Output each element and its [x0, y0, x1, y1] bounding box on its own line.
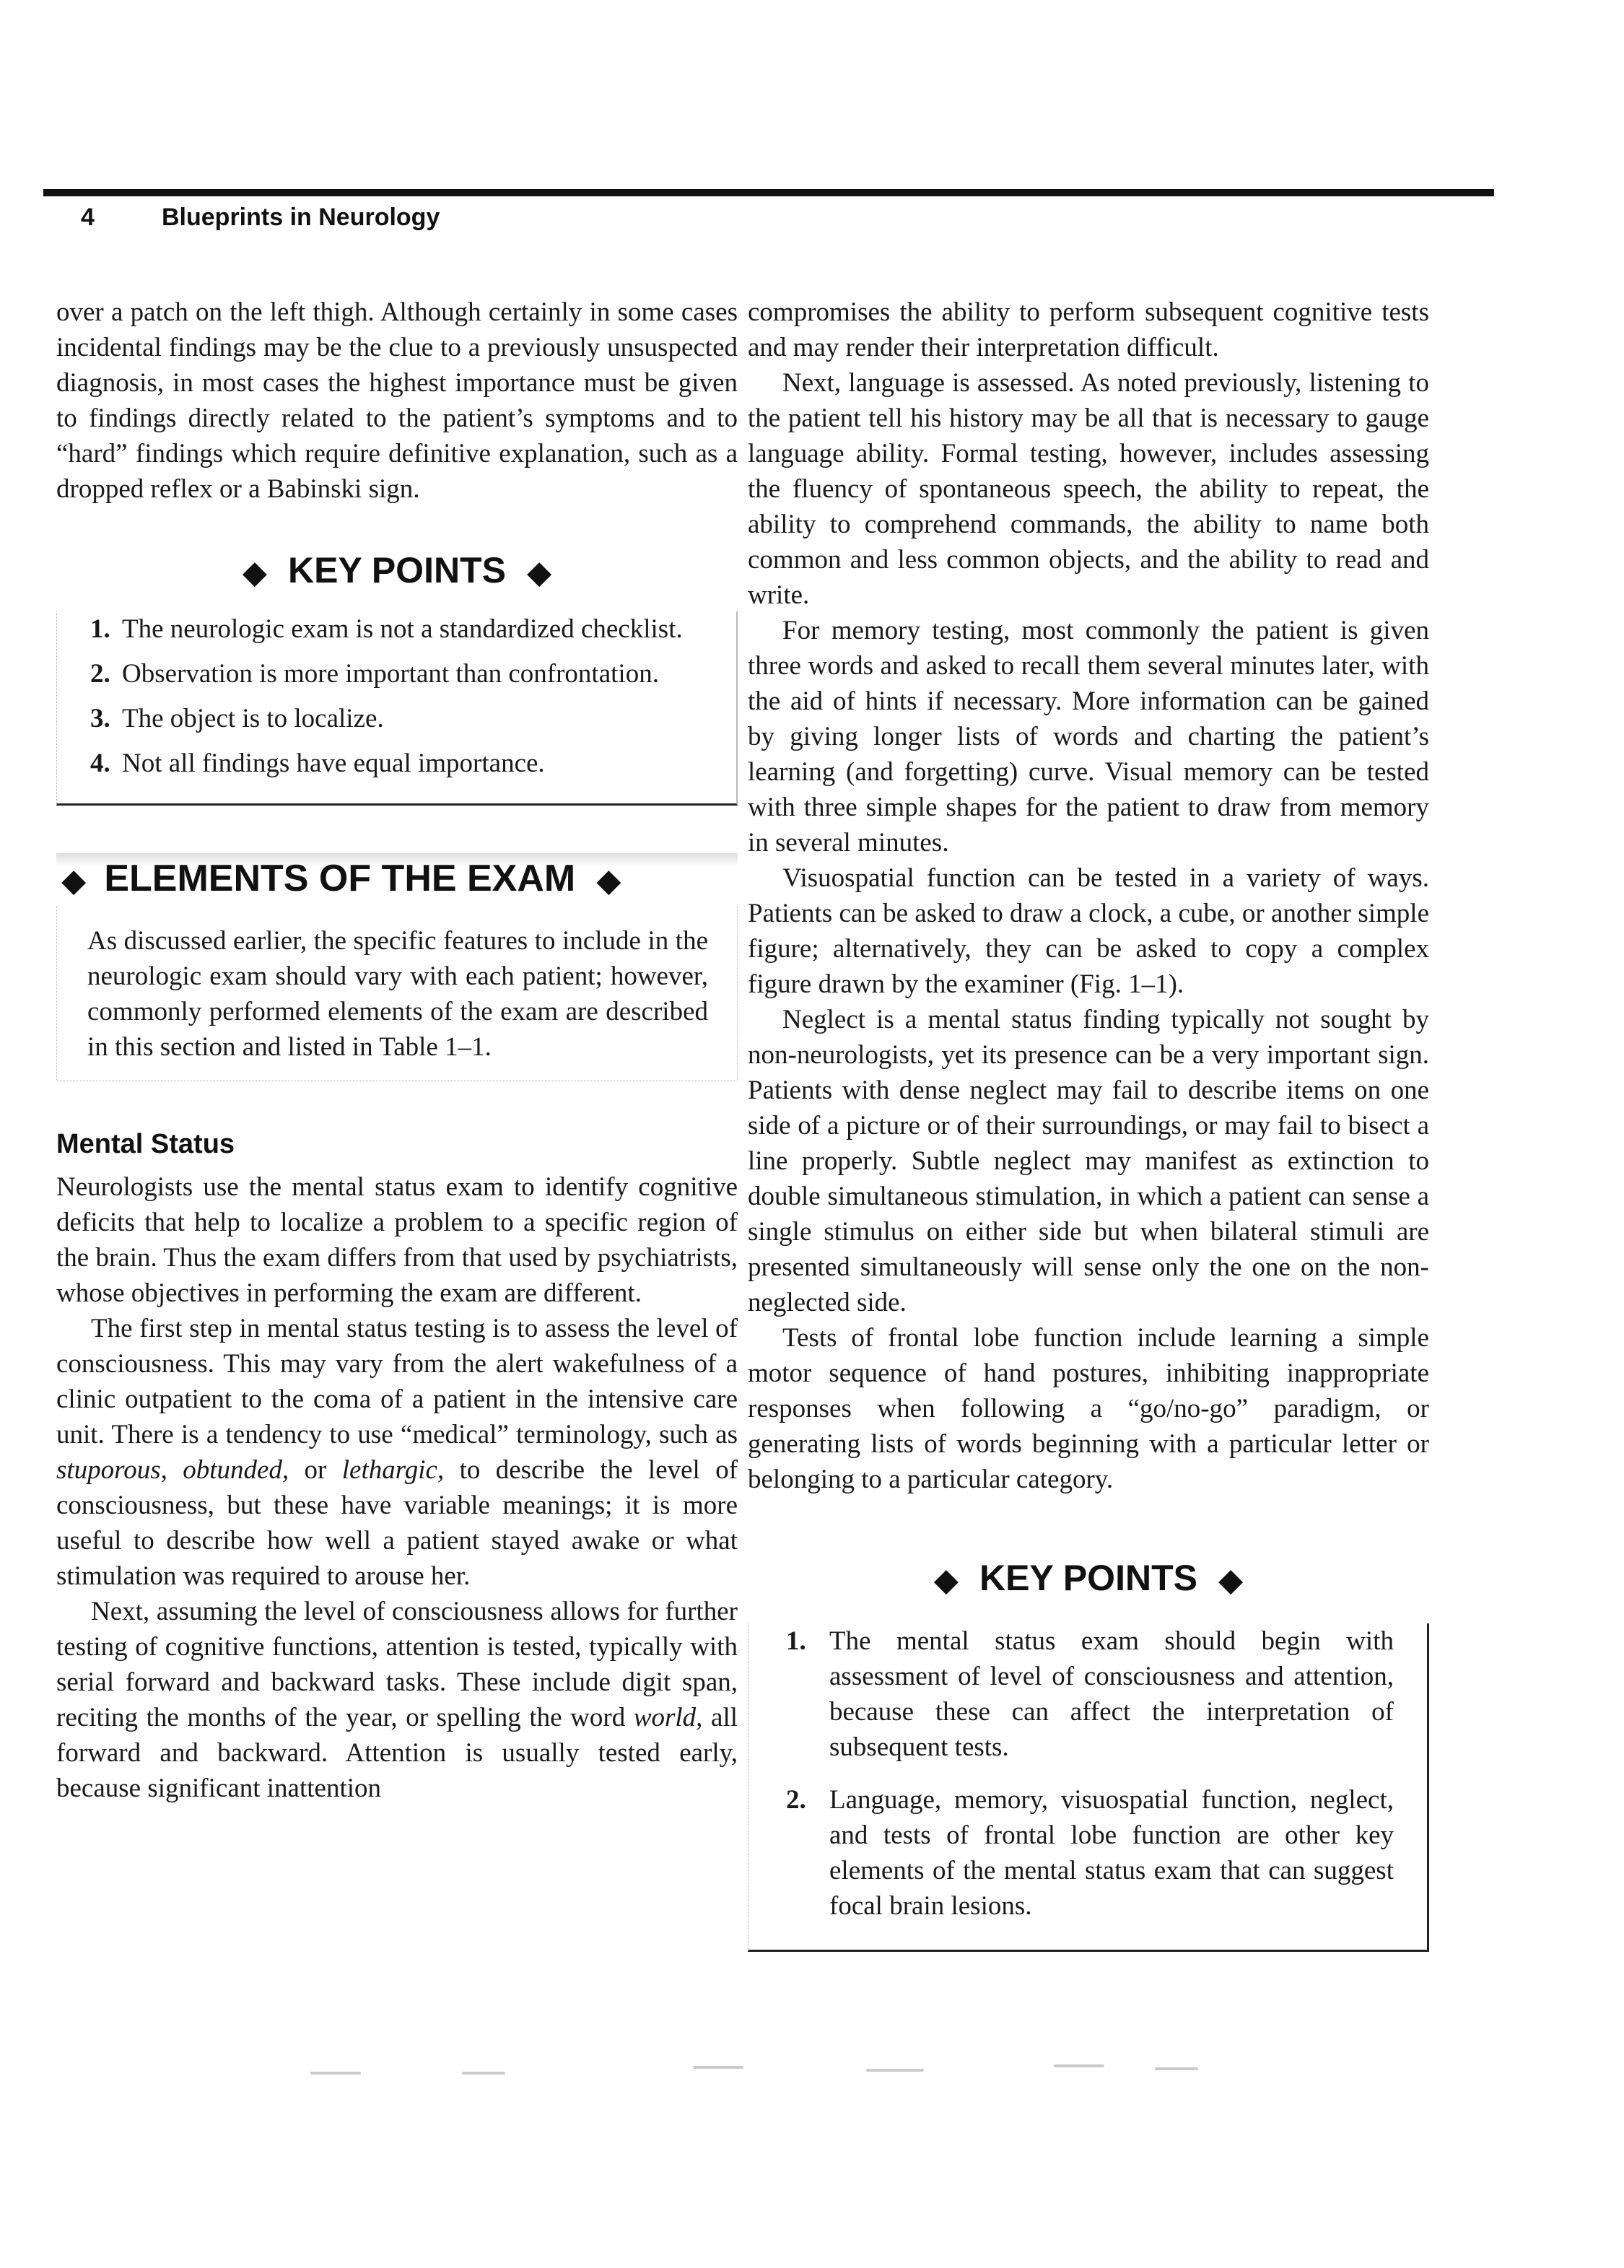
- key-points-list-1: [57, 611, 736, 781]
- key-point-item: [748, 1782, 1427, 1924]
- intro-paragraph: over a patch on the left thigh. Although certainly in some cases incidental findings may be the clue to a previously unsuspected diagnosis, in most cases the highest importance must be given to findings directly related to the patient’s symptoms and to “hard” findings which require definitive explanation, such as a dropped reflex or a Babinski sign.: [56, 297, 738, 504]
- key-points-list-2: [748, 1623, 1427, 1924]
- key-points-label: KEY POINTS: [288, 550, 506, 590]
- scan-artifact: [462, 2072, 505, 2075]
- scan-artifact: [310, 2072, 361, 2075]
- key-points-label: KEY POINTS: [979, 1558, 1197, 1598]
- key-point-number: 2.: [90, 659, 110, 689]
- page-number: 4: [81, 204, 95, 231]
- scan-artifact: [693, 2066, 743, 2069]
- key-points-frame-1: [56, 611, 738, 806]
- diamond-icon: ◆: [1218, 1563, 1243, 1597]
- neglect-paragraph: Neglect is a mental status finding typically not sought by non-neurologists, yet its presence can be a very important sign. Patients with dense neglect may fail to describe items on one side of a picture or of their surroundings, or may fail to bisect a line properly. Subtle neglect may manifest as extinction to double simultaneous stimulation, in which a patient can sense a single stimulus on either side but when bilateral stimuli are presented simultaneously will sense only the one on the non-neglected side.: [748, 1005, 1429, 1317]
- key-points-title-2: [748, 1556, 1429, 1602]
- key-point-text: The mental status exam should begin with assessment of level of consciousness and attention, because these can affect the interpretation of subsequent tests.: [829, 1626, 1394, 1762]
- italic-term: stuporous,: [56, 1455, 167, 1485]
- key-point-item: [57, 656, 736, 692]
- frontal-lobe-paragraph: Tests of frontal lobe function include learning a simple motor sequence of hand postures, inhibiting inappropriate responses when following a “go/no-go” paradigm, or generating lists of words beginning with a particular letter or belonging to a particular category.: [748, 1323, 1429, 1494]
- text-run: The first step in mental status testing is to assess the level of consciousness. This may vary from the alert wakefulness of a clinic outpatient to the coma of a patient in the intensive care unit. There is a tendency to use “medical” terminology, such as: [56, 1314, 738, 1449]
- key-point-item: [57, 746, 736, 781]
- italic-term: world,: [633, 1703, 703, 1732]
- key-point-text: The neurologic exam is not a standardized checklist.: [122, 614, 683, 644]
- key-point-item: [748, 1623, 1427, 1765]
- key-point-number: 2.: [786, 1785, 806, 1815]
- diamond-icon: ◆: [243, 555, 267, 589]
- scan-artifact: [1054, 2064, 1104, 2067]
- key-point-text: Not all findings have equal importance.: [122, 749, 545, 778]
- mental-status-paragraph-2: [56, 1311, 738, 1594]
- key-points-frame-2: [748, 1623, 1429, 1952]
- italic-term: lethargic,: [341, 1455, 445, 1485]
- key-point-item: [57, 701, 736, 736]
- mental-status-paragraph-1: Neurologists use the mental status exam to identify cognitive deficits that help to localize a problem to a specific region of the brain. Thus the exam differs from that used by psychiatrists, whose objectives in performing the exam are different.: [56, 1172, 738, 1308]
- key-point-text: The object is to localize.: [122, 704, 384, 733]
- continued-paragraph: compromises the ability to perform subsequent cognitive tests and may render their interpretation difficult.: [748, 297, 1429, 362]
- language-paragraph: Next, language is assessed. As noted previously, listening to the patient tell his history may be all that is necessary to gauge language ability. Formal testing, however, includes assessing the fluency of spontaneous speech, the ability to repeat, the ability to comprehend commands, the ability to name both common and less common objects, and the ability to read and write.: [748, 368, 1429, 610]
- key-point-text: Language, memory, visuospatial function, neglect, and tests of frontal lobe function are other key elements of the mental status exam that can suggest focal brain lesions.: [829, 1785, 1394, 1921]
- right-column: [748, 295, 1429, 1952]
- section-heading-elements: [56, 853, 738, 906]
- elements-intro-text: As discussed earlier, the specific features to include in the neurologic exam should vary with each patient; however, commonly performed elements of the exam are described in this section and listed in Table 1–1.: [56, 906, 738, 1081]
- running-head-title: Blueprints in Neurology: [162, 204, 440, 231]
- key-points-box-2: [748, 1556, 1429, 1952]
- diamond-icon: ◆: [62, 863, 86, 897]
- key-point-text: Observation is more important than confrontation.: [122, 659, 659, 689]
- section-heading-text: ELEMENTS OF THE EXAM: [104, 858, 576, 899]
- key-points-box-1: [56, 549, 738, 806]
- memory-paragraph: For memory testing, most commonly the patient is given three words and asked to recall them several minutes later, with the aid of hints if necessary. More information can be gained by giving longer lists of words and charting the patient’s learning (and forgetting) curve. Visual memory can be tested with three simple shapes for the patient to draw from memory in several minutes.: [748, 616, 1429, 858]
- diamond-icon: ◆: [934, 1563, 959, 1597]
- visuospatial-paragraph: Visuospatial function can be tested in a variety of ways. Patients can be asked to draw a clock, a cube, or another simple figure; alternatively, they can be asked to copy a complex figure drawn by the examiner (Fig. 1–1).: [748, 863, 1429, 999]
- scan-artifact: [1155, 2067, 1198, 2070]
- text-run: all forward and backward. Attention is usually tested early, because significant inattention: [56, 1703, 738, 1803]
- text-run: Next, assuming the level of consciousness allows for further testing of cognitive functions, attention is tested, typically with serial forward and backward tasks. These include digit span, reciting the months of the year, or spelling the word: [56, 1597, 738, 1732]
- text-run: to describe the level of consciousness, but these have variable meanings; it is more useful to describe how well a patient stayed awake or what stimulation was required to arouse her.: [56, 1455, 738, 1591]
- scan-artifact: [866, 2069, 924, 2072]
- italic-term: obtunded,: [183, 1455, 289, 1485]
- key-point-number: 1.: [90, 614, 110, 644]
- subheading-mental-status: Mental Status: [56, 1129, 235, 1159]
- header-rule: [43, 189, 1494, 196]
- key-point-number: 1.: [786, 1626, 806, 1656]
- diamond-icon: ◆: [527, 555, 551, 589]
- text-run: or: [289, 1455, 342, 1485]
- key-points-title-1: [56, 549, 738, 594]
- left-column: [56, 295, 738, 1806]
- key-point-number: 3.: [90, 704, 110, 733]
- key-point-item: [57, 611, 736, 647]
- mental-status-paragraph-3: [56, 1594, 738, 1806]
- key-point-number: 4.: [90, 749, 110, 778]
- diamond-icon: ◆: [597, 863, 621, 897]
